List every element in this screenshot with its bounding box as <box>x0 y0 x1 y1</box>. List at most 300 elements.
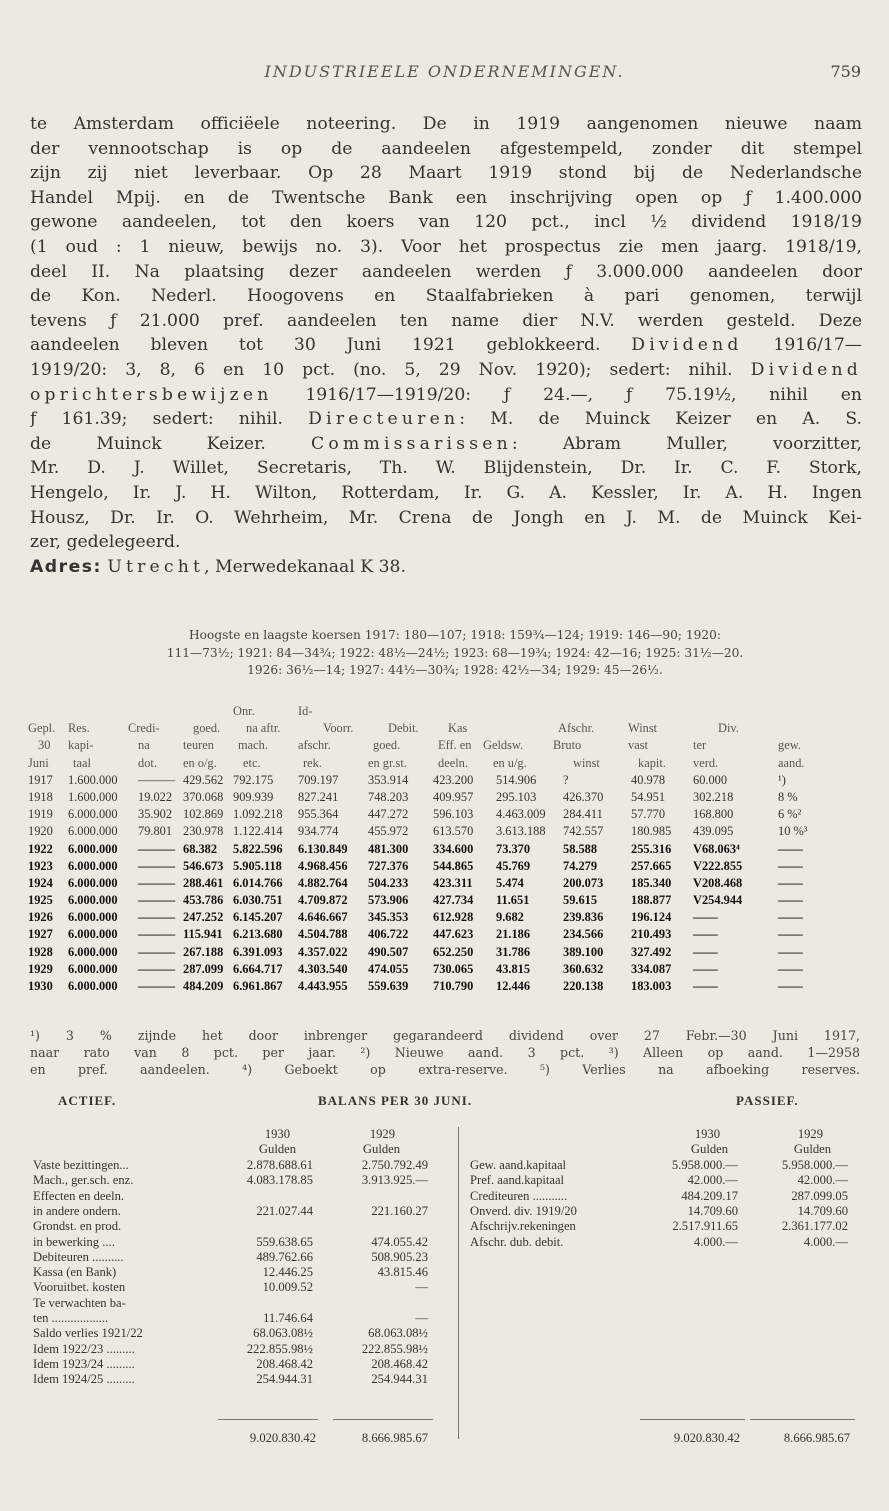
table-cell: 302.218 <box>693 789 734 804</box>
table-cell: 6.664.717 <box>233 961 283 976</box>
table-cell: 6.000.000 <box>68 858 118 873</box>
table-cell: 4.463.009 <box>496 807 546 822</box>
table-cell: 6.000.000 <box>68 910 118 925</box>
balance-sheet <box>28 1093 864 1463</box>
passief-total-1929: 8.666.985.67 <box>783 1431 850 1445</box>
year-heading: 1930 <box>694 1127 720 1141</box>
table-cell: 1917 <box>28 772 53 787</box>
year-heading: 1930 <box>264 1127 290 1141</box>
paragraph-line <box>30 112 862 137</box>
footnote-line: ¹) 3 % zijnde het door inbrenger gegarandeerd dividend over 27 Febr.—30 Juni 1917, <box>30 1028 860 1043</box>
address-label: Adres: <box>30 556 102 577</box>
actief-value-1929: 254.944.31 <box>371 1372 428 1387</box>
table-cell: 490.507 <box>368 944 409 959</box>
table-cell: 742.557 <box>563 824 604 839</box>
footnote-line: naar rato van 8 pct. per jaar. ²) Nieuwe aand. 3 pct. ³) Alleen op aand. 1—2958 <box>30 1045 860 1061</box>
table-header-cell: Div. <box>718 721 739 736</box>
table-cell: 68.382 <box>183 841 218 856</box>
table-cell: 6.000.000 <box>68 944 118 959</box>
table-cell: 429.562 <box>183 772 224 787</box>
actief-label: ACTIEF. <box>58 1093 117 1108</box>
table-cell: 1.600.000 <box>68 789 118 804</box>
table-cell: 544.865 <box>433 858 474 873</box>
unit-heading: Gulden <box>258 1142 296 1156</box>
table-cell: 730.065 <box>433 961 474 976</box>
table-cell: —— <box>693 944 718 959</box>
address-street: , Merwedekanaal K 38. <box>204 556 406 577</box>
passief-total-1930: 9.020.830.42 <box>673 1431 740 1445</box>
passief-item-label: Crediteuren ........... <box>470 1188 568 1203</box>
passief-item-label: Afschr. dub. debit. <box>470 1234 564 1249</box>
text-run: de Kon. Nederl. Hoogovens en Staalfabrieken à pari genomen, terwijl <box>30 286 862 307</box>
passief-value-1929: 287.099.05 <box>791 1188 848 1203</box>
balance-row <box>28 1296 864 1312</box>
table-cell: —— <box>693 927 718 942</box>
table-cell: ——— <box>138 910 176 925</box>
table-cell: 267.188 <box>183 944 224 959</box>
table-row <box>28 773 878 790</box>
table-cell: 40.978 <box>631 772 666 787</box>
table-header-cell: taal <box>73 755 91 770</box>
table-cell: 287.099 <box>183 961 224 976</box>
passief-value-1929: 2.361.177.02 <box>781 1219 848 1234</box>
table-cell: 792.175 <box>233 772 274 787</box>
table-cell: ——— <box>138 875 176 890</box>
text-run: der vennootschap is op de aandeelen afgestempeld, zonder dit stempel <box>30 138 862 159</box>
table-cell: ——— <box>138 841 176 856</box>
table-cell: 1925 <box>28 893 53 908</box>
actief-item-label: Kassa (en Bank) <box>33 1265 117 1280</box>
table-cell: 613.570 <box>433 824 474 839</box>
balance-row <box>28 1219 864 1235</box>
table-cell: 327.492 <box>631 944 672 959</box>
actief-value-1930: 11.746.64 <box>263 1311 313 1325</box>
table-cell: V208.468 <box>693 875 743 890</box>
table-cell: —— <box>693 979 718 993</box>
table-cell: ——— <box>138 772 176 787</box>
passief-item-label: Onverd. div. 1919/20 <box>470 1203 577 1218</box>
table-cell: 200.073 <box>563 875 604 890</box>
table-cell: 57.770 <box>631 807 666 822</box>
actief-value-1930: 10.009.52 <box>262 1280 313 1295</box>
table-cell: 4.357.022 <box>298 944 348 959</box>
passief-label: PASSIEF. <box>736 1093 799 1108</box>
table-cell: 115.941 <box>183 927 223 942</box>
actief-value-1930: 489.762.66 <box>256 1249 313 1264</box>
text-run: Mr. D. J. Willet, Secretaris, Th. W. Blijdenstein, Dr. Ir. C. F. Stork, <box>30 458 862 479</box>
table-cell: 6.000.000 <box>68 875 118 890</box>
text-run: ƒ 161.39; sedert: nihil. <box>30 409 309 430</box>
paragraph-line <box>30 186 862 211</box>
text-run: 1919/20: 3, 8, 6 en 10 pct. (no. 5, 29 Nov. 1920); sedert: nihil. <box>30 359 751 380</box>
actief-value-1930: 221.027.44 <box>256 1203 313 1218</box>
text-run: (1 oud : 1 nieuw, bewijs no. 3). Voor het prospectus zie men jaarg. 1918/19, <box>30 236 862 257</box>
balance-row <box>28 1342 864 1358</box>
text-run: zer, gedelegeerd. <box>30 532 181 553</box>
table-cell: 11.651 <box>496 893 530 908</box>
paragraph-line <box>30 284 862 309</box>
table-cell: 6.000.000 <box>68 841 118 856</box>
balance-row <box>28 1235 864 1251</box>
actief-total-1930: 9.020.830.42 <box>249 1431 316 1445</box>
paragraph-line <box>30 358 862 383</box>
table-cell: 6.030.751 <box>233 893 283 908</box>
table-cell: 79.801 <box>138 824 173 839</box>
balance-row <box>28 1280 864 1296</box>
table-cell: 59.615 <box>563 893 598 908</box>
paragraph-line <box>30 530 862 555</box>
actief-item-label: Debiteuren .......... <box>33 1249 124 1264</box>
table-cell: 73.370 <box>496 841 531 856</box>
table-cell: 43.815 <box>496 961 531 976</box>
table-cell: —— <box>693 961 718 976</box>
table-header-cell: aand. <box>778 755 805 770</box>
table-header-row <box>28 756 878 773</box>
table-cell: 1920 <box>28 824 53 839</box>
actief-item-label: ten .................. <box>33 1311 109 1325</box>
table-row <box>28 859 878 876</box>
table-row <box>28 962 878 979</box>
table-cell: 1929 <box>28 961 53 976</box>
table-cell: —— <box>693 910 718 925</box>
balance-row <box>28 1204 864 1220</box>
table-cell: 255.316 <box>631 841 672 856</box>
table-header-cell: kapi- <box>68 738 94 753</box>
running-header <box>0 62 889 88</box>
actief-item-label: Mach., ger.sch. enz. <box>33 1173 134 1188</box>
table-cell: ? <box>563 772 569 787</box>
table-cell: 180.985 <box>631 824 672 839</box>
price-range-line: 1926: 36½—14; 1927: 44½—30¾; 1928: 42½—34; 1929: 45—26½. <box>247 663 663 677</box>
table-cell: 4.968.456 <box>298 858 348 873</box>
year-heading: 1929 <box>369 1127 395 1141</box>
table-cell: 439.095 <box>693 824 734 839</box>
actief-value-1930: 254.944.31 <box>256 1372 313 1387</box>
table-cell: 284.411 <box>563 807 603 822</box>
paragraph-line <box>30 137 862 162</box>
address-city: Utrecht <box>107 556 205 577</box>
paragraph-line <box>30 333 862 358</box>
table-row <box>28 876 878 893</box>
table-cell: 5.474 <box>496 875 524 890</box>
spaced-keyword: Dividend <box>750 359 862 380</box>
table-cell: 247.252 <box>183 910 224 925</box>
table-cell: —— <box>778 893 803 908</box>
table-cell: 6.213.680 <box>233 927 283 942</box>
table-cell: 426.370 <box>563 789 604 804</box>
unit-heading: Gulden <box>793 1142 831 1156</box>
table-cell: 596.103 <box>433 807 474 822</box>
text-run: deel II. Na plaatsing dezer aandeelen werden ƒ 3.000.000 aandeelen door <box>30 261 862 282</box>
actief-item-label: in bewerking .... <box>33 1234 115 1249</box>
balance-row <box>28 1431 864 1447</box>
text-run: Handel Mpij. en de Twentsche Bank een inschrijving open op ƒ 1.400.000 <box>30 187 862 208</box>
actief-item-label: Saldo verlies 1921/22 <box>33 1326 143 1341</box>
table-cell: 6.391.093 <box>233 944 283 959</box>
table-row <box>28 927 878 944</box>
spaced-keyword: Commissarissen <box>311 433 512 454</box>
paragraph-line <box>30 260 862 285</box>
actief-item-label: Idem 1923/24 ......... <box>33 1356 135 1371</box>
table-header-cell: Debit. <box>388 721 419 736</box>
table-cell: ——— <box>138 858 176 873</box>
passief-value-1929: 4.000.— <box>803 1234 848 1249</box>
table-cell: 6.000.000 <box>68 979 118 993</box>
table-cell: —— <box>778 927 803 942</box>
passief-value-1929: 5.958.000.— <box>781 1158 848 1172</box>
table-header-cell: Voorr. <box>323 721 354 736</box>
actief-value-1929: 508.905.23 <box>371 1249 428 1264</box>
passief-value-1930: 484.209.17 <box>681 1188 738 1203</box>
balance-row <box>28 1250 864 1266</box>
table-row <box>28 910 878 927</box>
table-cell: 6.000.000 <box>68 824 118 839</box>
passief-value-1929: 42.000.— <box>797 1173 848 1188</box>
paragraph-line <box>30 210 862 235</box>
table-cell: 709.197 <box>298 772 339 787</box>
table-cell: 1924 <box>28 875 53 890</box>
table-cell: 19.022 <box>138 789 173 804</box>
table-cell: 6.130.849 <box>298 841 348 856</box>
table-cell: 727.376 <box>368 858 409 873</box>
price-range-note <box>80 627 830 680</box>
text-run: te Amsterdam officiëele noteering. De in 1919 aangenomen nieuwe naam <box>30 114 862 134</box>
table-cell: 12.446 <box>496 979 531 993</box>
actief-value-1929: — <box>415 1280 428 1295</box>
table-cell: 504.233 <box>368 875 409 890</box>
table-header-cell: rek. <box>303 755 322 770</box>
actief-item-label: Grondst. en prod. <box>33 1219 122 1234</box>
table-cell: 423.311 <box>433 875 473 890</box>
table-cell: 447.623 <box>433 927 474 942</box>
table-cell: 612.928 <box>433 910 474 925</box>
table-header-cell: en o/g. <box>183 755 217 770</box>
table-cell: 196.124 <box>631 910 672 925</box>
table-cell: 1.122.414 <box>233 824 283 839</box>
page-number: 759 <box>830 62 861 81</box>
table-header-cell: 30 <box>38 738 51 753</box>
paragraph-line <box>30 481 862 506</box>
table-cell: ——— <box>138 893 176 908</box>
table-cell: 4.646.667 <box>298 910 348 925</box>
total-rule <box>218 1419 318 1420</box>
table-cell: 455.972 <box>368 824 409 839</box>
table-cell: 6.961.867 <box>233 979 283 993</box>
actief-value-1929: — <box>415 1311 428 1325</box>
actief-total-1929: 8.666.985.67 <box>361 1431 428 1445</box>
actief-value-1930: 559.638.65 <box>256 1234 313 1249</box>
table-cell: ——— <box>138 927 176 942</box>
table-cell: 74.279 <box>563 858 598 873</box>
balance-row <box>28 1127 864 1143</box>
price-range-line: 111—73½; 1921: 84—34¾; 1922: 48½—24½; 1923: 68—19¾; 1924: 42—16; 1925: 31½—20. <box>166 645 744 660</box>
actief-value-1930: 208.468.42 <box>256 1356 313 1371</box>
table-cell: 481.300 <box>368 841 409 856</box>
table-cell: 60.000 <box>693 772 728 787</box>
table-cell: 4.709.872 <box>298 893 348 908</box>
table-row <box>28 790 878 807</box>
table-header-cell: Kas <box>448 721 468 736</box>
table-header-cell: en gr.st. <box>368 755 407 770</box>
header-title: INDUSTRIEELE ONDERNEMINGEN. <box>264 62 625 81</box>
table-cell: 748.203 <box>368 789 409 804</box>
table-cell: 168.800 <box>693 807 734 822</box>
passief-value-1930: 2.517.911.65 <box>672 1219 738 1234</box>
table-header-row <box>28 721 878 738</box>
table-cell: 345.353 <box>368 910 409 925</box>
table-cell: 1926 <box>28 910 53 925</box>
table-cell: 35.902 <box>138 807 173 822</box>
balance-title: BALANS PER 30 JUNI. <box>318 1093 473 1108</box>
actief-value-1929: 474.055.42 <box>371 1234 428 1249</box>
paragraph-line <box>30 506 862 531</box>
table-cell: —— <box>778 979 803 993</box>
table-cell: 6.000.000 <box>68 893 118 908</box>
table-cell: 4.504.788 <box>298 927 348 942</box>
text-run: : M. de Muinck Keizer en A. S. <box>459 409 862 430</box>
table-cell: 1918 <box>28 789 53 804</box>
actief-value-1929: 3.913.925.— <box>361 1173 428 1188</box>
table-header-cell: kapit. <box>638 755 666 770</box>
table-cell: 453.786 <box>183 893 224 908</box>
table-cell: 21.186 <box>496 927 531 942</box>
table-cell: 4.882.764 <box>298 875 348 890</box>
unit-heading: Gulden <box>362 1142 400 1156</box>
table-row <box>28 807 878 824</box>
text-run: 1916/17—1919/20: ƒ 24.—, ƒ 75.19½, nihil en <box>272 384 862 405</box>
passief-item-label: Afschrijv.rekeningen <box>470 1219 576 1234</box>
table-header-cell: etc. <box>243 755 261 770</box>
table-cell: 6.000.000 <box>68 807 118 822</box>
table-header-cell: mach. <box>238 738 268 753</box>
table-cell: 360.632 <box>563 961 604 976</box>
table-cell: —— <box>778 875 803 890</box>
table-header-cell: Eff. en <box>438 738 472 753</box>
table-cell: 188.877 <box>631 893 672 908</box>
actief-value-1929: 43.815.46 <box>377 1265 428 1280</box>
company-description <box>30 112 862 579</box>
table-cell: 406.722 <box>368 927 409 942</box>
paragraph-line <box>30 432 862 457</box>
actief-value-1930: 68.063.08½ <box>253 1326 313 1341</box>
paragraph-line <box>30 309 862 334</box>
table-cell: 559.639 <box>368 979 409 993</box>
balance-row <box>28 1173 864 1189</box>
table-cell: 652.250 <box>433 944 474 959</box>
actief-item-label: Te verwachten ba- <box>33 1295 126 1310</box>
actief-value-1929: 2.750.792.49 <box>361 1158 428 1172</box>
table-cell: 573.906 <box>368 893 409 908</box>
table-cell: —— <box>778 910 803 925</box>
table-cell: ——— <box>138 944 176 959</box>
text-run: de Muinck Keizer. <box>30 433 312 454</box>
text-run: gewone aandeelen, tot den koers van 120 pct., incl ½ dividend 1918/19 <box>30 212 862 233</box>
actief-value-1930: 4.083.178.85 <box>246 1173 313 1188</box>
table-header-cell: winst <box>573 755 600 770</box>
table-cell: 234.566 <box>563 927 604 942</box>
table-header-cell: Winst <box>628 721 658 736</box>
spaced-keyword: Directeuren <box>308 409 460 430</box>
financial-history-table <box>28 704 878 996</box>
paragraph-line <box>30 456 862 481</box>
balance-row <box>28 1189 864 1205</box>
spaced-keyword: oprichtersbewijzen <box>30 384 273 405</box>
table-cell: 474.055 <box>368 961 409 976</box>
table-header-cell: gew. <box>778 738 801 753</box>
passief-value-1929: 14.709.60 <box>797 1203 848 1218</box>
table-cell: —— <box>778 944 803 959</box>
passief-value-1930: 14.709.60 <box>687 1203 738 1218</box>
paragraph-line <box>30 383 862 408</box>
table-header-cell: teuren <box>183 738 214 753</box>
balance-row <box>28 1158 864 1174</box>
table-header-cell: Res. <box>68 721 90 736</box>
table-cell: 1927 <box>28 927 53 942</box>
footnotes <box>30 1027 860 1079</box>
table-cell: 6.000.000 <box>68 961 118 976</box>
table-header-cell: vast <box>628 738 648 753</box>
table-cell: 934.774 <box>298 824 339 839</box>
table-cell: 447.272 <box>368 807 409 822</box>
table-header-cell: Geldsw. <box>483 738 524 753</box>
table-cell: 257.665 <box>631 858 672 873</box>
price-range-line: Hoogste en laagste koersen 1917: 180—107; 1918: 159¾—124; 1919: 146—90; 1920: <box>189 628 721 642</box>
table-cell: 514.906 <box>496 772 537 787</box>
table-row <box>28 945 878 962</box>
table-cell: ¹) <box>778 772 786 787</box>
text-run: zijn zij niet leverbaar. Op 28 Maart 1919 stond bij de Nederlandsche <box>30 163 862 184</box>
balance-row <box>28 1372 864 1388</box>
actief-item-label: Idem 1924/25 ......... <box>33 1372 135 1387</box>
table-cell: 295.103 <box>496 789 537 804</box>
table-cell: 409.957 <box>433 789 474 804</box>
table-cell: 54.951 <box>631 789 666 804</box>
table-header-cell: dot. <box>138 755 157 770</box>
table-cell: 334.087 <box>631 961 672 976</box>
table-cell: ——— <box>138 961 176 976</box>
text-run: 1916/17— <box>742 335 862 356</box>
table-cell: 955.364 <box>298 807 339 822</box>
total-rule <box>750 1419 855 1420</box>
table-header-cell: na aftr. <box>246 721 281 736</box>
address-line <box>30 555 862 580</box>
table-header-cell: na <box>138 738 150 753</box>
table-header-row <box>28 704 878 721</box>
actief-item-label: Effecten en deeln. <box>33 1188 125 1203</box>
spaced-keyword: Dividend <box>631 335 743 356</box>
table-cell: 220.138 <box>563 979 604 993</box>
table-cell: 3.613.188 <box>496 824 546 839</box>
table-header-cell: Juni <box>28 755 49 770</box>
table-header-cell: Onr. <box>233 704 255 718</box>
table-cell: V68.063⁴ <box>693 841 740 856</box>
text-run: tevens ƒ 21.000 pref. aandeelen ten name dier N.V. werden gesteld. Deze <box>30 310 862 331</box>
balance-row <box>28 1142 864 1158</box>
table-header-cell: ter <box>693 738 707 753</box>
table-cell: ——— <box>138 979 176 993</box>
table-cell: 909.939 <box>233 789 274 804</box>
table-cell: 710.790 <box>433 979 474 993</box>
total-rule <box>640 1419 745 1420</box>
table-cell: 230.978 <box>183 824 224 839</box>
table-cell: —— <box>778 961 803 976</box>
table-cell: 1923 <box>28 858 53 873</box>
actief-item-label: Idem 1922/23 ......... <box>33 1341 135 1356</box>
table-cell: 1930 <box>28 979 53 993</box>
text-run: : Abram Muller, voorzitter, <box>511 433 862 454</box>
unit-heading: Gulden <box>690 1142 728 1156</box>
table-cell: 427.734 <box>433 893 474 908</box>
